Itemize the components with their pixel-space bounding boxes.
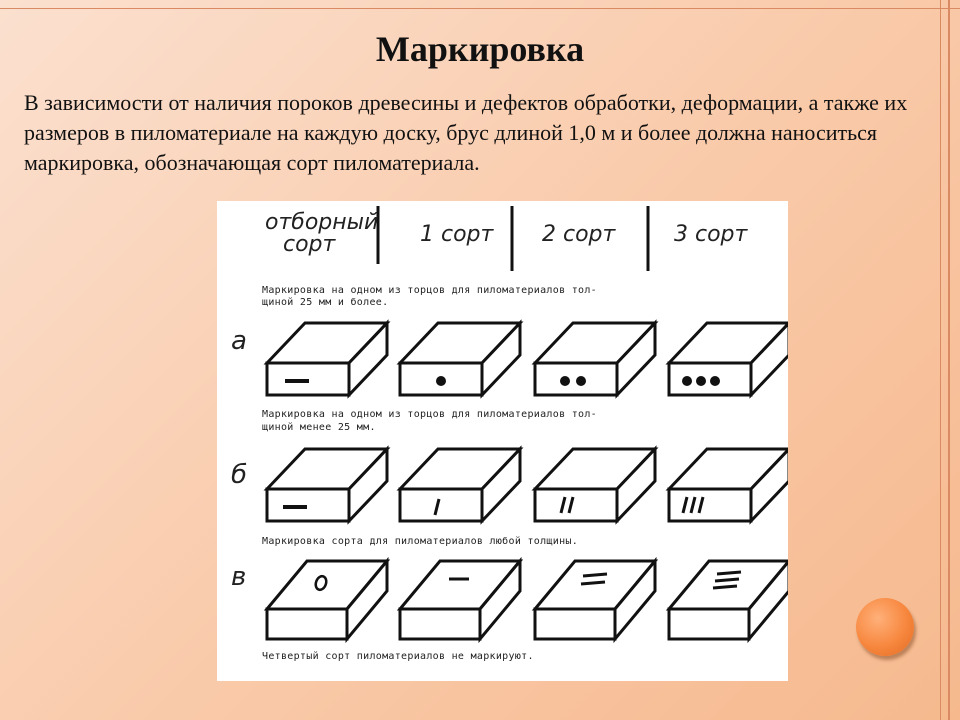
frame-line-right-outer [948, 0, 950, 720]
slide-paragraph: В зависимости от наличия пороков древесины и дефектов обработки, деформации, а также их размеров в пиломатериале на каждую доску, брус длиной 1,0 м и более должна наноситься маркировка, обозначающая сорт пиломатериала. [24, 90, 908, 175]
block-b-select [267, 449, 387, 521]
caption-row-b-line1: Маркировка на одном из торцов для пиломатериалов тол- [262, 409, 597, 420]
block-c-select [267, 561, 387, 639]
caption-row-a-line2: щиной 25 мм и более. [262, 297, 389, 308]
block-c-grade1 [400, 561, 520, 639]
block-b-grade3 [669, 449, 788, 521]
header-select-grade [265, 210, 385, 257]
header-grade-1: 1 сорт [420, 222, 494, 247]
block-c-grade3 [669, 561, 788, 639]
block-b-grade1 [400, 449, 520, 521]
row-label-b: б [231, 460, 248, 490]
block-a-grade3 [669, 323, 788, 395]
row-label-c: в [231, 562, 247, 592]
frame-line-top [0, 8, 960, 9]
frame-line-right-inner [940, 0, 941, 720]
block-a-select [267, 323, 387, 395]
row-label-a: а [231, 326, 247, 356]
caption-row-c: Маркировка сорта для пиломатериалов любой толщины. [262, 536, 579, 547]
marking-diagram [217, 201, 788, 681]
header-grade-3: 3 сорт [674, 222, 748, 247]
block-c-grade2 [535, 561, 655, 639]
caption-row-b-line2: щиной менее 25 мм. [262, 422, 376, 433]
block-a-grade1 [400, 323, 520, 395]
block-a-grade2 [535, 323, 655, 395]
header-select-grade-word1: отборный [265, 210, 379, 235]
decorative-orb-icon [856, 598, 914, 656]
slide-title: Маркировка [375, 29, 585, 69]
caption-row-a-line1: Маркировка на одном из торцов для пиломатериалов тол- [262, 285, 597, 296]
block-b-grade2 [535, 449, 655, 521]
caption-note: Четвертый сорт пиломатериалов не маркируют. [262, 651, 534, 662]
marking-figure [217, 201, 788, 681]
header-grade-2: 2 сорт [542, 222, 616, 247]
header-select-grade-word2: сорт [283, 232, 336, 257]
